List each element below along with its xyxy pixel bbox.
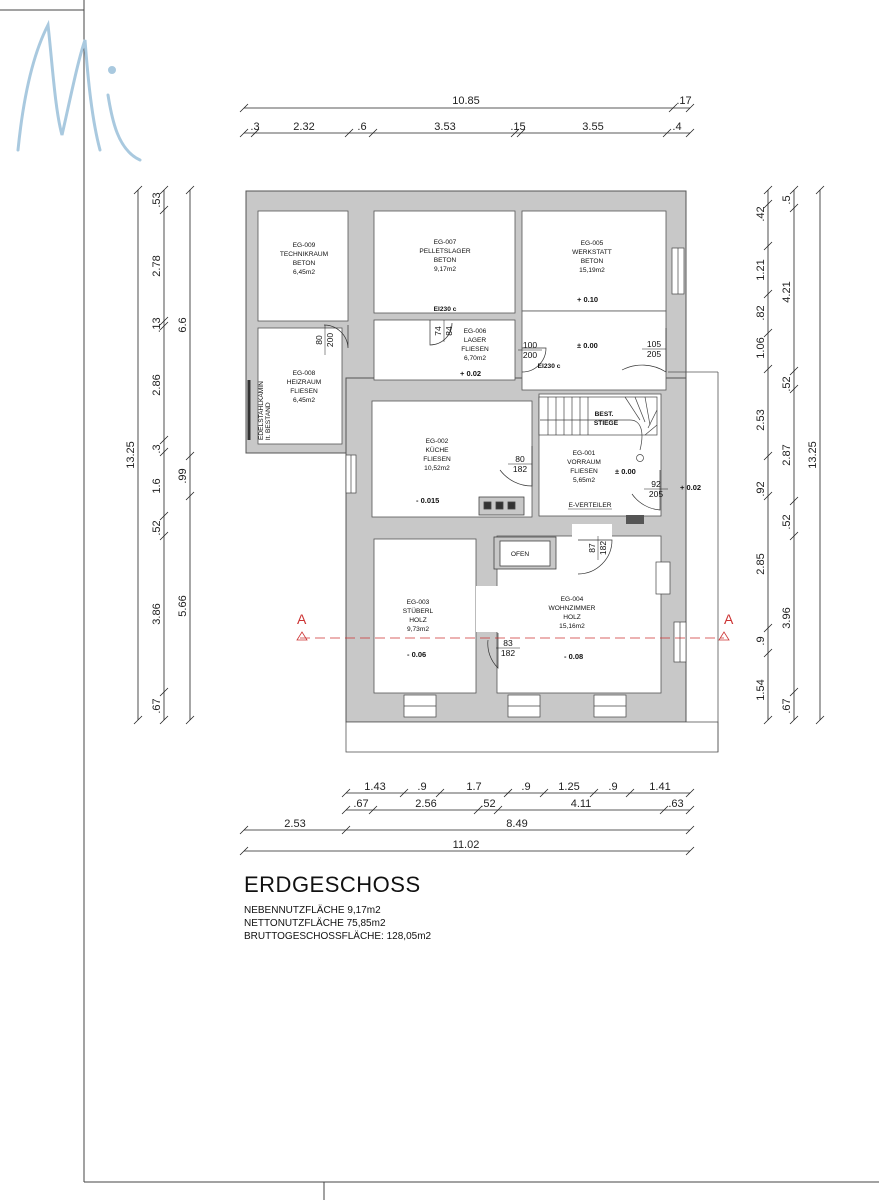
level-marker: - 0.08 <box>564 652 584 661</box>
room-name: WOHNZIMMER <box>548 605 596 612</box>
dim-right-mid: 3.96 <box>781 607 793 629</box>
room-area: 10,52m2 <box>424 465 450 472</box>
area-summary-line: BRUTTOGESCHOSSFLÄCHE: 128,05m2 <box>244 931 432 942</box>
dim-top-seg: .6 <box>357 121 367 133</box>
room-area: 9,17m2 <box>434 266 456 273</box>
door-width: 83 <box>503 638 513 648</box>
dim-bottom-row2: 4.11 <box>570 798 592 810</box>
dim-right-inner: 2.53 <box>755 409 767 431</box>
room-area: 15,16m2 <box>559 623 585 630</box>
room-id: EG-001 <box>572 450 596 457</box>
dim-bottom-row1: .9 <box>521 781 531 793</box>
dim-top-seg: 3.53 <box>434 121 456 133</box>
room-werkstatt-lower <box>522 311 666 390</box>
dim-right-mid: 2.87 <box>781 444 793 466</box>
dim-top-total: 10.85 <box>452 95 480 107</box>
room-id: EG-007 <box>433 239 457 246</box>
floor-plan <box>246 191 734 752</box>
room-name: TECHNIKRAUM <box>279 251 329 258</box>
door-height: 205 <box>648 489 664 499</box>
area-summary-line: NETTONUTZFLÄCHE 75,85m2 <box>244 918 386 929</box>
dim-right-mid: .67 <box>781 698 793 714</box>
distribution-label: E-VERTEILER <box>568 502 612 509</box>
dim-top-seg: .4 <box>672 121 682 133</box>
area-summary-line: NEBENNUTZFLÄCHE 9,17m2 <box>244 905 381 916</box>
dim-bottom-row1: 1.25 <box>558 781 580 793</box>
dim-bottom-row2: 2.56 <box>415 798 437 810</box>
level-marker: + 0.02 <box>680 483 702 492</box>
room-floor: HOLZ <box>563 614 581 621</box>
room-name: HEIZRAUM <box>286 379 322 386</box>
door-height: 84 <box>444 326 454 336</box>
dim-top-seg: .3 <box>250 121 260 133</box>
brand-logo <box>0 0 140 160</box>
dim-right-inner: 2.85 <box>755 553 767 575</box>
dim-bottom-total: 11.02 <box>452 839 480 851</box>
dim-bottom-row2: .67 <box>353 798 369 810</box>
dim-left-mid: 6.6 <box>177 317 189 333</box>
dim-bottom-row1: .9 <box>417 781 427 793</box>
room-area: 6,45m2 <box>293 269 315 276</box>
room-area: 9,73m2 <box>407 626 429 633</box>
dim-left-inner: 1.6 <box>151 478 163 494</box>
dim-left-total: 13.25 <box>125 441 137 469</box>
dim-right-inner: .92 <box>755 481 767 497</box>
door-height: 182 <box>500 648 516 658</box>
room-id: EG-005 <box>580 240 604 247</box>
dim-bottom-row3: 2.53 <box>284 818 306 830</box>
level-marker: + 0.02 <box>460 369 482 378</box>
dim-left-mid: .99 <box>177 468 189 484</box>
level-marker: + 0.10 <box>577 295 599 304</box>
dim-left-mid: 5.66 <box>177 595 189 617</box>
dim-top-seg: .15 <box>510 121 526 133</box>
dim-left-inner: .3 <box>151 444 163 454</box>
room-area: 6,45m2 <box>293 397 315 404</box>
dim-left-inner: 2.86 <box>151 374 163 396</box>
level-marker: - 0.06 <box>407 650 427 659</box>
dim-right-inner: 1.21 <box>755 259 767 281</box>
room-id: EG-009 <box>292 242 316 249</box>
door-height: 205 <box>646 349 662 359</box>
stair-label: STIEGE <box>593 420 619 427</box>
dim-bottom-row1: .9 <box>608 781 618 793</box>
oven-label: OFEN <box>510 551 530 558</box>
dim-right-mid: .52 <box>781 376 793 392</box>
room-name: LAGER <box>463 337 487 344</box>
room-floor: HOLZ <box>409 617 427 624</box>
level-marker: ± 0.00 <box>615 467 636 476</box>
room-area: 5,65m2 <box>573 477 595 484</box>
door-width: 80 <box>515 454 525 464</box>
door-height: 182 <box>598 540 608 556</box>
room-name: VORRAUM <box>567 459 601 466</box>
stair-label: BEST. <box>594 411 614 418</box>
room-area: 6,70m2 <box>464 355 486 362</box>
section-marker-left: A <box>297 611 307 627</box>
room-area: 15,19m2 <box>579 267 605 274</box>
dim-bottom-row2: .52 <box>480 798 496 810</box>
dim-left-inner: .13 <box>151 317 163 333</box>
dimension-left <box>134 186 194 724</box>
dim-left-inner: .53 <box>151 192 163 208</box>
dim-right-mid: .52 <box>781 514 793 530</box>
door-height: 200 <box>522 350 538 360</box>
dim-bottom-row1: 1.41 <box>649 781 671 793</box>
dim-right-inner: 1.54 <box>755 679 767 701</box>
door-width: 92 <box>651 479 661 489</box>
dim-bottom-row1: 1.43 <box>364 781 386 793</box>
door-height: 182 <box>512 464 528 474</box>
dim-top-seg: 3.55 <box>582 121 604 133</box>
door-width: 100 <box>522 340 538 350</box>
dim-right-mid: .5 <box>781 195 793 205</box>
room-floor: FLIESEN <box>570 468 598 475</box>
floor-title: ERDGESCHOSS <box>244 872 421 897</box>
door-width: 80 <box>314 335 324 345</box>
dim-left-inner: .52 <box>151 520 163 536</box>
level-marker: - 0.015 <box>416 496 440 505</box>
door-width: 105 <box>646 339 662 349</box>
room-name: KÜCHE <box>425 447 449 454</box>
room-floor: FLIESEN <box>461 346 489 353</box>
room-name: PELLETSLAGER <box>419 248 471 255</box>
dim-bottom-row1: 1.7 <box>466 781 482 793</box>
chimney-label: lt. BESTAND <box>265 402 272 440</box>
dim-right-inner: 1.06 <box>755 337 767 359</box>
room-stueberl <box>374 539 476 693</box>
dim-right-total: 13.25 <box>807 441 819 469</box>
room-id: EG-002 <box>425 438 449 445</box>
door-height: 200 <box>325 332 335 348</box>
dim-right-inner: .82 <box>755 305 767 321</box>
room-id: EG-004 <box>560 596 584 603</box>
room-floor: FLIESEN <box>290 388 318 395</box>
fire-door-label: EI230 c <box>433 306 457 313</box>
room-name: WERKSTATT <box>572 249 612 256</box>
room-floor: FLIESEN <box>423 456 451 463</box>
room-id: EG-003 <box>406 599 430 606</box>
level-marker: ± 0.00 <box>577 341 598 350</box>
room-name: STÜBERL <box>402 608 434 615</box>
fire-door-label: EI230 c <box>537 363 561 370</box>
room-floor: BETON <box>292 260 316 267</box>
dim-top-extra: .17 <box>676 95 692 107</box>
room-floor: BETON <box>433 257 457 264</box>
dim-right-inner: .9 <box>755 636 767 646</box>
dim-right-inner: .42 <box>755 206 767 222</box>
dim-left-inner: 3.86 <box>151 603 163 625</box>
dim-top-seg: 2.32 <box>293 121 315 133</box>
room-floor: BETON <box>580 258 604 265</box>
room-id: EG-008 <box>292 370 316 377</box>
chimney-label: EDELSTAHLKAMIN <box>258 381 265 440</box>
dim-left-inner: 2.78 <box>151 255 163 277</box>
door-width: 87 <box>587 543 597 553</box>
dim-bottom-row3: 8.49 <box>506 818 528 830</box>
dim-right-mid: 4.21 <box>781 281 793 303</box>
room-id: EG-006 <box>463 328 487 335</box>
dim-left-inner: .67 <box>151 698 163 714</box>
dim-bottom-row2: .63 <box>668 798 684 810</box>
door-width: 74 <box>433 326 443 336</box>
section-marker-right: A <box>724 611 734 627</box>
